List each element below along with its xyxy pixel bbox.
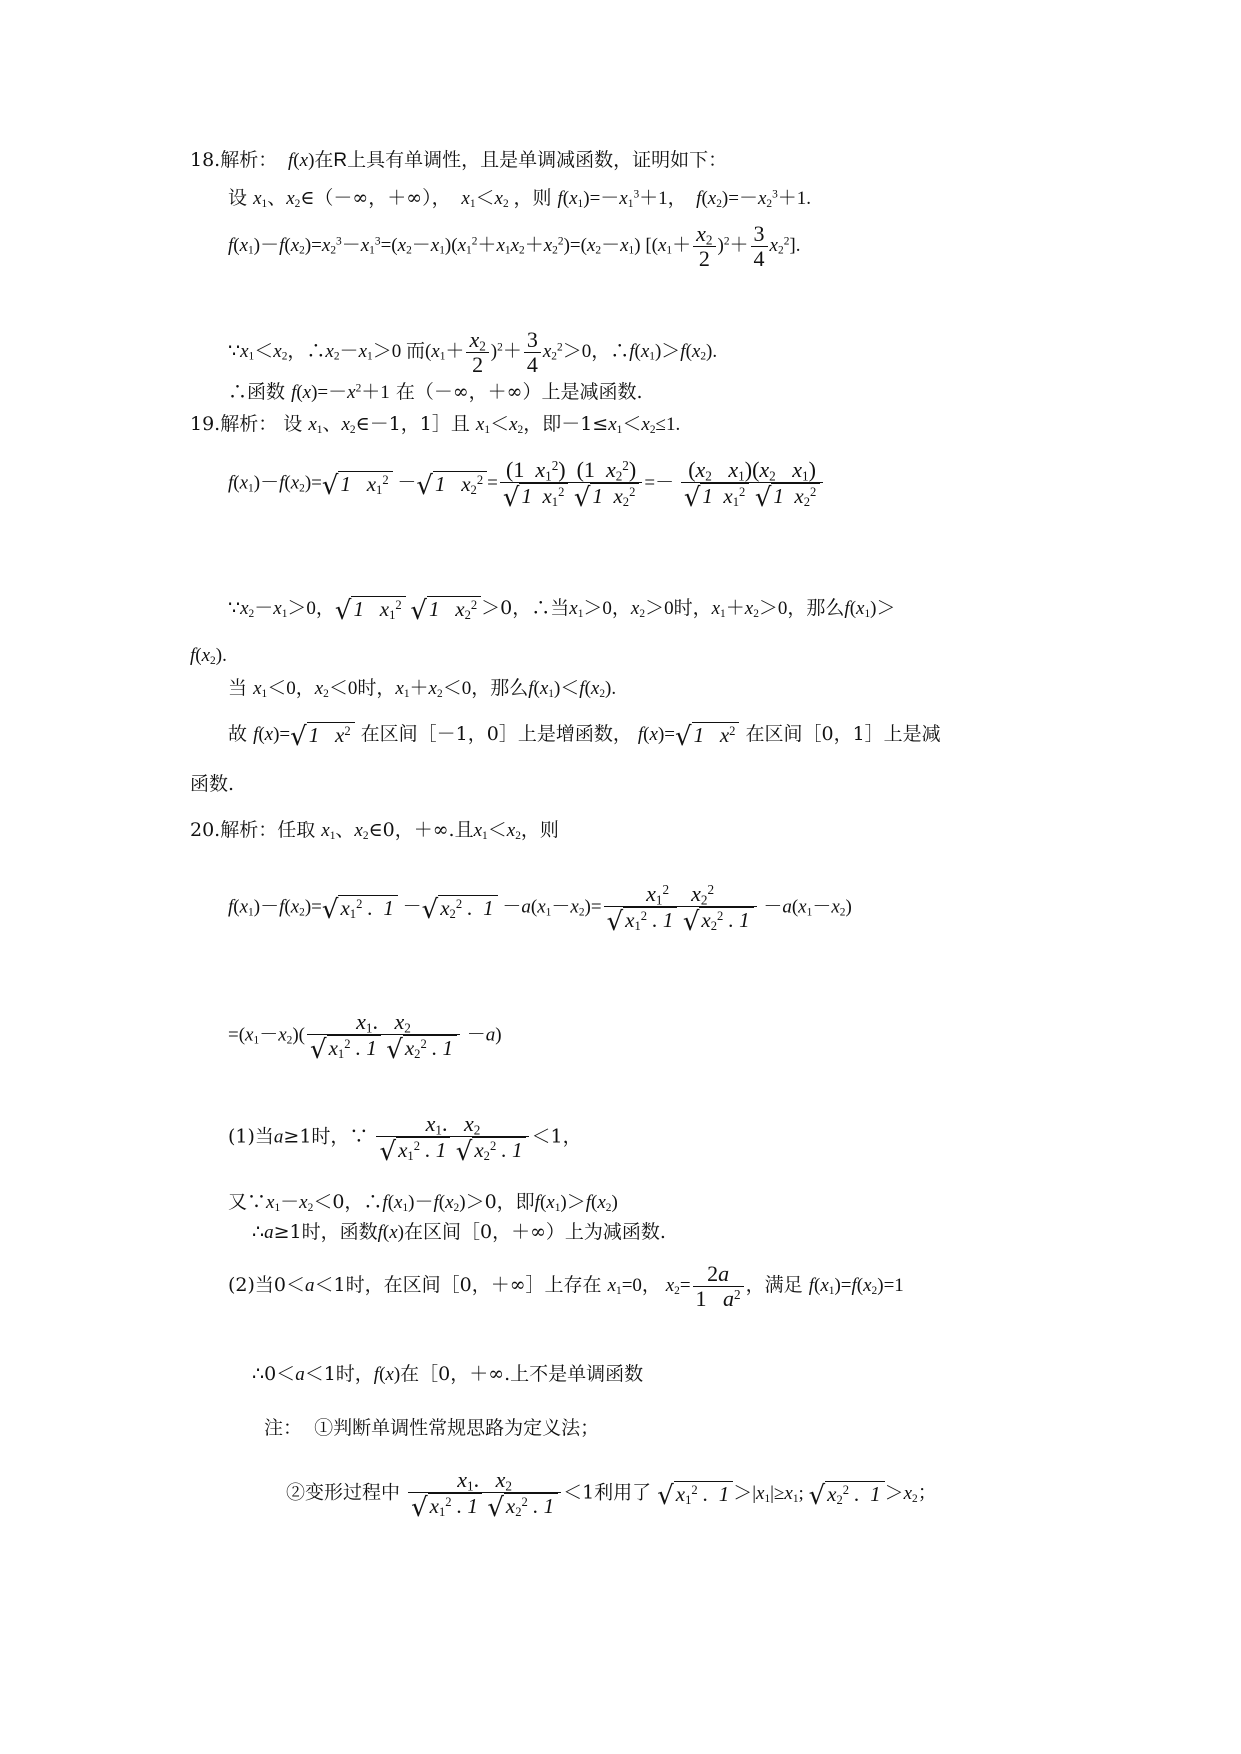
p20-note1: 注： ①判断单调性常规思路为定义法； xyxy=(264,1417,600,1439)
p19-heading: 19.解析： xyxy=(190,413,278,435)
p20-line2-formula: $f(x_1)-f(x_2)=√x_1^2$ . $1 -√x_2^2$ . $1 -a(x_1-x_2)=$ $\frac{x_1^2 x_2^2}{√x_1^2 . 1 √x_2^2 . 1}$ $-a(x_1-x_2)$ xyxy=(228,881,852,938)
p18-line5: ∴函数 $f(x)=-x^2+1$ 在（－∞，＋∞）上是减函数. xyxy=(228,381,643,403)
p20-line6: 又$\because x_1-x_2<0$，$\therefore f(x_1)-f(x_2)>0$，即$f(x_1)>f(x_2)$ xyxy=(228,1191,618,1214)
p18-line4-formula: $\because x_1<x_2$，$\therefore x_2-x_1>0$ 而($x_1+$ $\frac{x_2}{2}$ )$^2$＋ $\frac{3}{4}$ $x_2^2>0$，$\therefore f(x_1)>f(x_2)$. xyxy=(228,327,718,377)
p19-line6: 函数. xyxy=(190,773,235,795)
p20-case1: (1)当a≥1时，∵ $\frac{x_1. x_2}{√x_1^2 . 1 √x_2^2 . 1}$ ＜1， xyxy=(228,1111,582,1168)
p19-line5: 故 f(x)=√1 $x^2$ 在区间［－1，0］上是增函数， f(x)=√1 $x^2$ 在区间［0，1］上是减 xyxy=(228,722,941,753)
p20-heading: 20.解析：任取 xyxy=(190,819,316,841)
p19-line3: $\because x_2-x_1>0$，√1 $x_1^2$ √1 $x_2^2 >0$，∴当$x_1>0$，$x_2>0$时，$x_1+x_2>0$，那么$f(x_1)>$ xyxy=(228,596,896,627)
p19-line2-formula: $f(x_1)-f(x_2)=√1$ $x_1^2 -√1$ $x_2^2$ = $\frac{(1 x_1^2) (1 x_2^2)}{√1 x_1^2 √1 x_2^2}$ =－ $\frac{(x_2 x_1)(x_2 x_1)}{√1 x_1^2 √1 x_2^2}$ xyxy=(228,458,825,510)
p19-line1: 19.解析： 设 $x_1$、$x_2\in-1$，1］且 $x_1<x_2$，即$-1\le x_1<x_2\le 1$. xyxy=(190,413,681,436)
p18-line2: 设 $x_1$、$x_2\in(-\infty$，＋∞）， $x_1<x_2$ ，则 $f(x_1)=-x_1^3+1$， $f(x_2)=-x_2^3+1$. xyxy=(228,187,812,210)
p18-heading: 18.解析： xyxy=(190,149,278,171)
p18-line1: 18.解析： f(x)在R上具有单调性，且是单调减函数，证明如下： xyxy=(190,149,728,171)
p19-line4: 当 $x_1<0$，$x_2<0$时，$x_1+x_2<0$，那么$f(x_1)<f(x_2)$. xyxy=(228,677,617,700)
p20-line1: 20.解析：任取 $x_1$、$x_2\in 0$，＋∞.且$x_1<x_2$，则 xyxy=(190,819,559,842)
p20-line3-formula: $=(x_1-x_2)$( $\frac{x_1. x_2}{√x_1^2 . 1 √x_2^2 . 1}$ －a) xyxy=(228,1009,502,1066)
p18-line3-formula: $f(x_1)-f(x_2)=x_2^3-x_1^3=(x_2-x_1)(x_1^2+x_1x_2+x_2^2)=(x_2-x_1)$ [($x_1+$ $\frac{x_2}{2}$ )$^2$＋ $\frac{3}{4}$ $x_2^2$]. xyxy=(228,221,801,271)
p20-line7: ∴a≥1时，函数f(x)在区间［0，＋∞）上为减函数. xyxy=(252,1221,666,1243)
p20-note2: ②变形过程中 $\frac{x_1. x_2}{√x_1^2 . 1 √x_2^2 . 1}$ ＜1利用了 $√x_1^2$ . $1 >|x_1|\ge x_1$; $√x_2^2$ . $1 >x_2$； xyxy=(286,1467,937,1524)
p20-line9: ∴0＜a＜1时，f(x)在［0，＋∞.上不是单调函数 xyxy=(252,1363,644,1385)
p19-line3-cont: $f(x_2)$. xyxy=(190,645,227,667)
p20-case2: (2)当0＜a＜1时，在区间［0，＋∞］上存在 $x_1=0$， $x_2=$ $\frac{2a}{1 a^2}$ ，满足 $f(x_1)=f(x_2)=1$ xyxy=(228,1261,904,1311)
